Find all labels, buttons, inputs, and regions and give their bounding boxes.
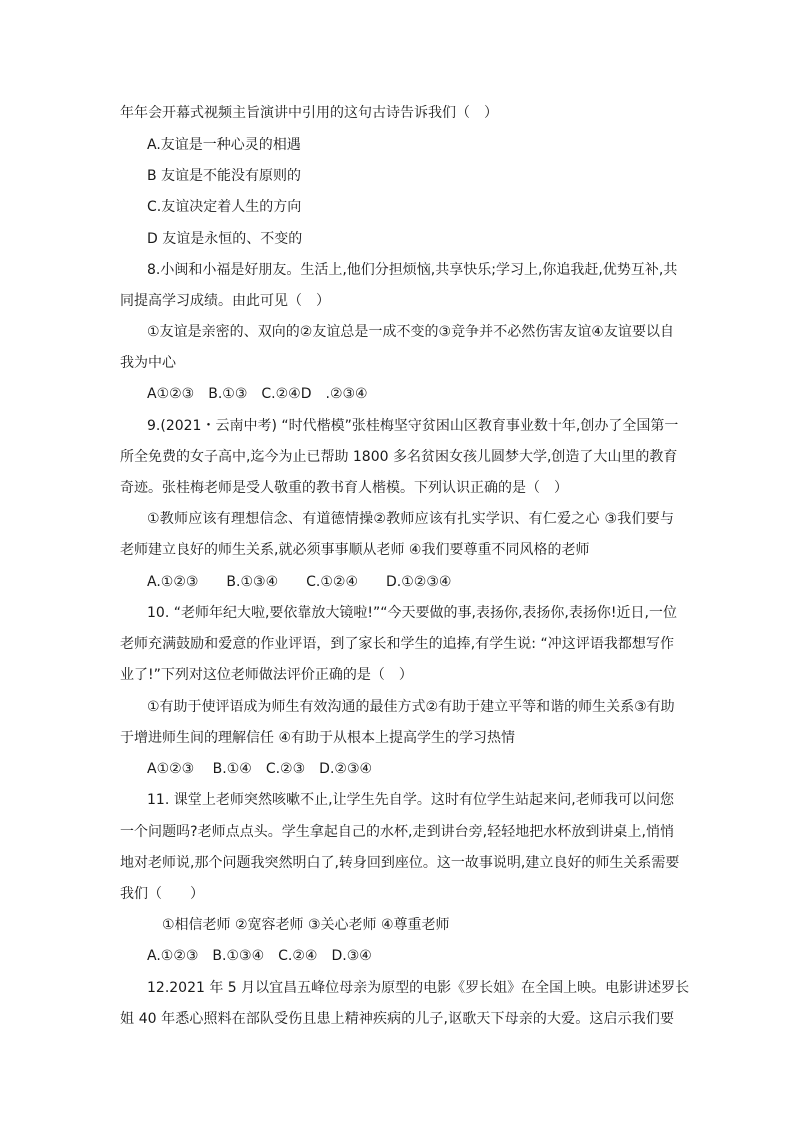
question-11: 11. 课堂上老师突然咳嗽不止,让学生先自学。这时有位学生站起来问,老师我可以问您: [147, 792, 674, 808]
question-10: 10. “老师年纪大啦,要依靠放大镜啦!”“今天要做的事,表扬你,表扬你,表扬你!近日,一位: [147, 605, 677, 621]
question-9: 9.(2021・云南中考) “时代楷模”张桂梅坚守贫困山区教育事业数十年,创办了全国第一: [147, 418, 679, 434]
question-8: 8.小闽和小福是好朋友。生活上,他们分担烦恼,共享快乐;学习上,你追我赶,优势互补,共: [147, 262, 678, 278]
statements: ①相信老师 ②宽容老师 ③关心老师 ④尊重老师: [162, 917, 450, 933]
option-b: B 友谊是不能没有原则的: [147, 168, 302, 184]
text-line: 于增进师生间的理解信任 ④有助于从根本上提高学生的学习热情: [120, 730, 515, 746]
text-line: 老师建立良好的师生关系,就必须事事顺从老师 ④我们要尊重不同风格的老师: [120, 542, 590, 558]
text-line: 同提高学习成绩。由此可见（ ）: [120, 293, 330, 309]
text-line: 姐 40 年悉心照料在部队受伤且患上精神疾病的儿子,讴歌天下母亲的大爱。这启示我们要: [120, 1011, 674, 1027]
statements: ①友谊是亲密的、双向的②友谊总是一成不变的③竞争并不必然伤害友谊④友谊要以自: [147, 324, 674, 340]
answer-options: A.①②③ B.①③④ C.①②④ D.①②③④: [147, 574, 452, 590]
text-line: 我们（ ）: [120, 886, 204, 902]
option-c: C.友谊决定着人生的方向: [147, 199, 302, 215]
text-line: 老师充满鼓励和爱意的作业评语，到了家长和学生的追捧,有学生说: “冲这评语我都想写作: [120, 636, 674, 652]
text-line: 奇迹。张桂梅老师是受人敬重的教书育人楷模。下列认识正确的是（ ）: [120, 480, 568, 496]
answer-options: A①②③ B.①④ C.②③ D.②③④: [147, 761, 373, 777]
question-12: 12.2021 年 5 月以宜昌五峰位母亲为原型的电影《罗长姐》在全国上映。电影讲述罗长: [147, 980, 690, 996]
text-line: 一个问题吗?老师点点头。学生拿起自己的水杯,走到讲台旁,轻轻地把水杯放到讲桌上,悄悄: [120, 824, 674, 840]
option-a: A.友谊是一种心灵的相遇: [147, 137, 301, 153]
answer-options: A.①②③ B.①③④ C.②④ D.③④: [147, 948, 372, 964]
text-line: 业了!”下列对这位老师做法评价正确的是（ ）: [120, 667, 413, 683]
text-line: 我为中心: [120, 355, 176, 371]
text-line: 地对老师说,那个问题我突然明白了,转身回到座位。这一故事说明,建立良好的师生关系需要: [120, 855, 680, 871]
option-d: D 友谊是永恒的、不变的: [147, 231, 303, 247]
statements: ①教师应该有理想信念、有道德情操②教师应该有扎实学识、有仁爱之心 ③我们要与: [147, 511, 674, 527]
statements: ①有助于使评语成为师生有效沟通的最佳方式②有助于建立平等和谐的师生关系③有助: [147, 699, 675, 715]
text-line: 所全免费的女子高中,迄今为止已帮助 1800 多名贫困女孩儿圆梦大学,创造了大山里的教育: [120, 449, 678, 465]
text-line: 年年会开幕式视频主旨演讲中引用的这句古诗告诉我们（ ）: [120, 105, 498, 121]
answer-options: A①②③ B.①③ C.②④D .②③④: [147, 386, 368, 402]
